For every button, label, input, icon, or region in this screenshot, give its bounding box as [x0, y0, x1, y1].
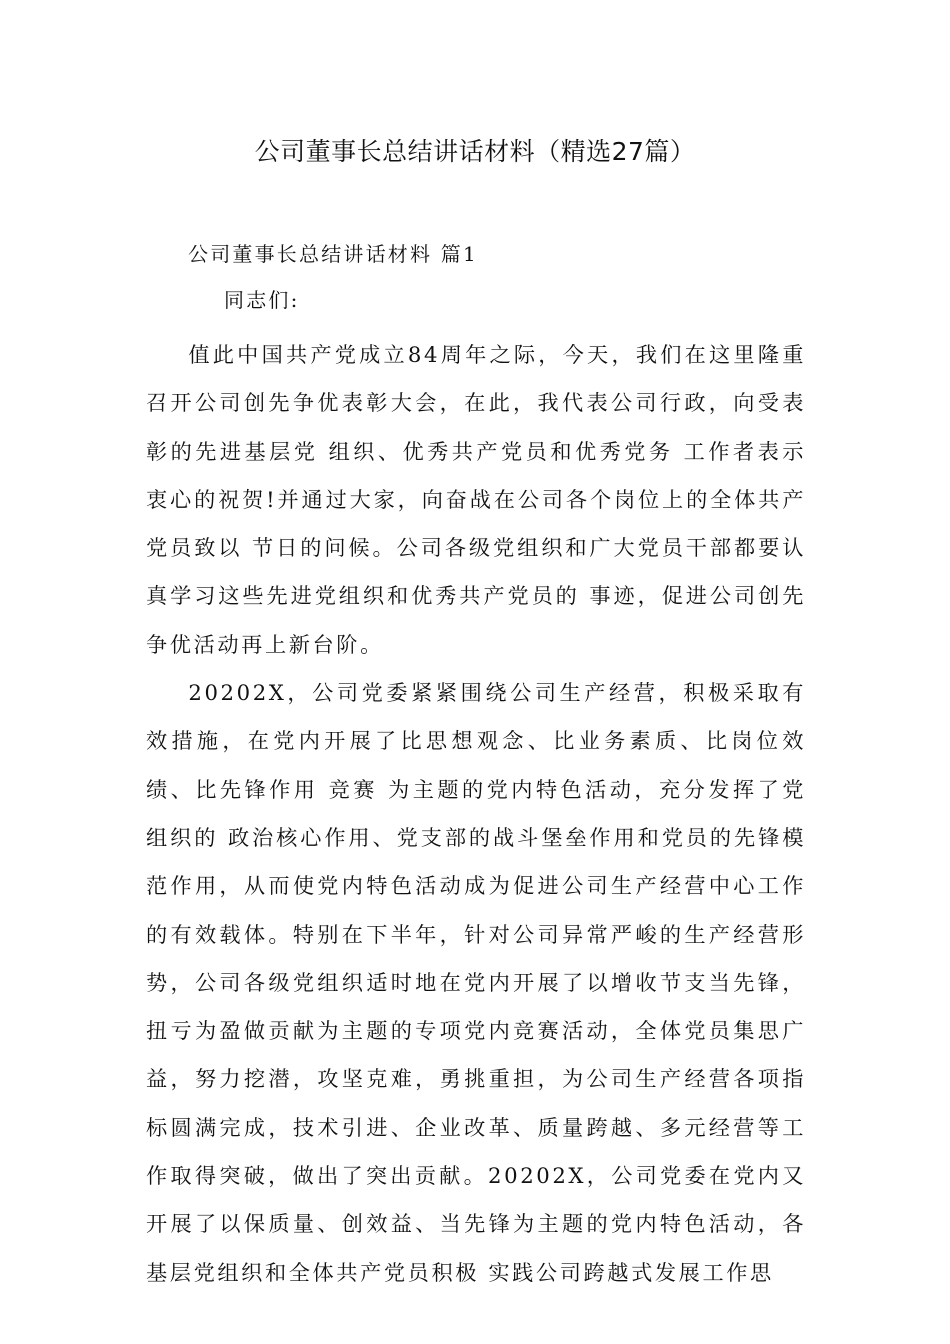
document-title: 公司董事长总结讲话材料（精选27篇）	[254, 137, 696, 166]
body-text	[146, 331, 806, 1297]
salutation: 同志们:	[224, 288, 300, 312]
paragraph: 值此中国共产党成立84周年之际，今天，我们在这里隆重召开公司创先争优表彰大会，在此，我代表公司行政，向受表彰的先进基层党 组织、优秀共产党员和优秀党务 工作者表示衷心的祝贺!并通过大家，向奋战在公司各个岗位上的全体共产党员致以 节日的问候。公司各级党组织和广大党员干部都要认真学习这些先进党组织和优秀共产党员的 事迹，促进公司创先争优活动再上新台阶。	[146, 342, 806, 657]
paragraph: 20202X，公司党委紧紧围绕公司生产经营，积极采取有效措施，在党内开展了比思想观念、比业务素质、比岗位效绩、比先锋作用 竞赛 为主题的党内特色活动，充分发挥了党组织的 政治核心作用、党支部的战斗堡垒作用和党员的先锋模范作用，从而使党内特色活动成为促进公司生产经营中心工作的有效载体。特别在下半年，针对公司异常严峻的生产经营形势，公司各级党组织适时地在党内开展了以增收节支当先锋，扭亏为盈做贡献为主题的专项党内竞赛活动，全体党员集思广益，努力挖潜，攻坚克难，勇挑重担，为公司生产经营各项指标圆满完成，技术引进、企业改革、质量跨越、多元经营等工作取得突破，做出了突出贡献。20202X，公司党委在党内又开展了以保质量、创效益、当先锋为主题的党内特色活动，各基层党组织和全体共产党员积极 实践公司跨越式发展工作思	[146, 680, 806, 1285]
section-heading: 公司董事长总结讲话材料 篇1	[188, 242, 478, 266]
